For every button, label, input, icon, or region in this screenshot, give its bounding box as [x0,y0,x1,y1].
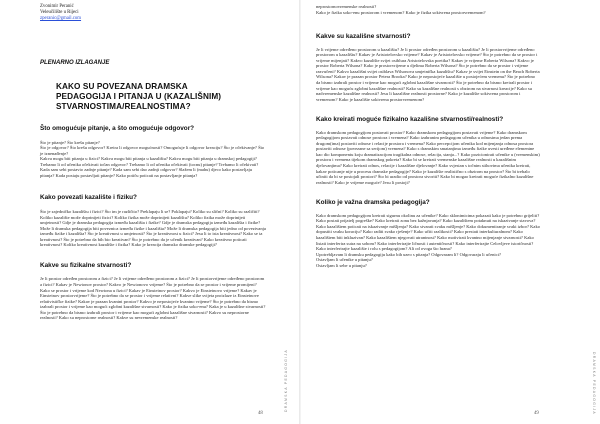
author-affiliation: Veleučilište u Rijeci [40,9,79,15]
paragraph: Što je pitanje? Što krešu pitanje? [40,139,100,145]
paragraph: neprostornovremenske realnosti? [316,4,377,9]
paragraph: Kako je fizika soko-enu prostorom i vremenom? Kako je fizika sokivrena prostorvremenom? [316,9,486,15]
paragraph: Je li prostor određen prostorom a fizici? Je li vrijeme određeno prostorom a fizici? Je li prostorvrijeme određeno prostorom a fizici? Kakav je Newtonov prostor? Kakvo je Newtonovo vrijeme? Što je potrebno da se prostor i vrijeme promijeni? Kako se prostor i vrijeme kod Newtona u fizici? Kakav je Einsteinov prostor? Kakvo je Einsteinovo vrijeme? Kakav je Einsteinov prostorvrijeme? Što je potrebno da se prostor i vrijeme relativni? Kakve slike svijeta proizlaze iz Einsteinove relativističke fizike? Kakav je prazan kvantni prostor? Kakvo je nepostojeće kvantno vrijeme? Što je potrebno da bismo izabrali prostor i vrijeme kao mogući zglobni kazališne stvarnosti? Kako je fizika soko-enu? Kaka je u kazališne stvarnosti? [40,276,266,310]
section-heading: Što omogućuje pitanje, a što omogućuje odgovor? [40,125,195,132]
author-block [40,4,160,21]
title-line: STVARNOSTIMA/REALNOSTIMA? [56,101,191,111]
paragraph: Ostavljam li sebe u pitanju? [316,262,367,268]
right-page [300,0,600,424]
page-number: 49 [534,411,539,416]
section-heading: Kakve su kazališne stvarnosti? [316,33,411,41]
paragraph: Je li vrijeme određeno prostorom u kazalištu? Je li prostor određen prostorom u kazalištu? Je li prostorvrijeme određeno prostorom u kazalištu? Kakav je Aristotelovsko vrijeme? Kakav je Aristotelovsko vrijeme? Što je potrebno da se prostor i vrijeme mijenjati? Kakvo kazalište svijet osiblura Aristotelovska poetika? Kakav je vrijeme Roberta Wilsona? Kakvo je prostor Roberta Wilsona? Kako je prostorvrijeme u djelima Roberta Wilsona? Što je potrebno da se prostor i vrijeme razvučeni? Kakvo kazališni svijet osiblava Wilsonova umjetnička kazalištu? Kakav je svijet Einstein on the Beach Roberta Wilsona? Kakav je prazan prostor Petera Brooka? Kako je nepostojeće kazalište u postojećem vremenu? Što je potrebno da bismo izabrali prostor i vrijeme kao mogući zglobni kazališne stvarnosti? Što je potrebno da bismo kreirali prostor i vrijeme kao moguću zglobni kazališne realnosti? Kako su kazališne realnosti s obzirom na stvarnost kreacije? Kako su nadvremenske kazališne realnosti? Jesu li kazališne realnosti prostorne? Kako je kazalište sokivrena prostorom i vremenom? Kako je kazalište sokivrena prostorvremenom? [316,46,540,102]
paragraph: Koliko kazalište može doprinijeti fizici? Koliko fizika može doprinijeti kazalištu? Koliko fizika može doprinijeti umjetnosti? Gdje je dramska pedagogija između kazališta i fizike? Gdje je dramska pedagogija između kazališta i fizike? Može li dramska pedagogija biti poveznica između fizike i kazališta? Može li dramska pedagogija biti jedno od povezivanja između fizike i kazališta? Što je kreativnost u umjetnosti? Što je kreativnost u fizici? Jesu li to ista kreativnost? Kako se ta kreativnost? Što je potrebno da bih bio kreativan? Što je potrebno da je učenik kreativan? Kako kreativno poticati kreativnost? Koliko kreativnost kazalište i fizika? Kako je kreacija dramsko dramske pedagogiji? [40,214,266,248]
title-line: PEDAGOGIJA I PITANJA U (KAZALIŠNIM) [56,91,222,101]
paragraph: Kakva mogu biti pitanja u fizici? Kakva mogu biti pitanja u kazalištu? Kakva mogu biti pitanja u dramskoj pedagogiji? Trebamo li od učenika očekivati točan odgovor? Trebamo li od učenika očekivati (tocnu) pitanje? Trebamo li očekivati? [40,156,259,167]
spine-label: DRAMSKA PEDAGOGIJA [592,352,596,415]
paragraph: Kako dramskom pedagogijom postavati prostor? Kako dramskom pedagogijom postavati vrijeme? Kako dramskom pedagogijom postavati odnose prostora i vremena? Kako izabranim pedagogom učenika u odnosima jedan prema drugom(ima) postaviti odnose i relacije prostora i vremena? Kako percepcijom učenika kod mijenjanja odnosa prostora postaviti odnose (povezane sa serijom) vremena? Kako s dramskim smatanjima između fizike uvesti uređene elementne kao dio komponentu koju dramatizacijom tragikalna odnose, relacija, stanja...? Kako pozicionirati učenike u (vremenskim) prostoru i vremena tijekom dramskog pokreta? Kako bi se kreirati vremenske kazališne realnosti u kazališnim djelovanjima? Kako kreirati odnos, relacije i kazališne djelovanje? Kako svjestan s točnim stihovima učenika kreirati, kakav poticanje nije u procesu dramske pedagogije? Kako je kazalište realistično s obzirom na prostor? Što bi trebalo učiniti da bi se postojali prostori? Što bi uradio od prostora stvoriti? Kako bi mogao kreirati moguće fizikalno kazališne realnosti? Kako je vrijeme moguće? Jesu li postoji? [316,129,540,185]
paragraph: Kako dramskom pedagogijom kreirati sigurnu okolinu za učenike? Kako sklonimicima pokazati kako je potrebno grijeliti? Kako postati prijatelj pogreške? Kako kreirati zonu bez kažnjavanja? Kako kazalištem potaknuti na iskazivanje stavova? Kako kazalištem poticati na iskazivanje mišljenja? Kako stvarati svaku mišljenje? Kako dokumentiranje svaki izbor? Kako dopustiti svaku koraciju? Kako raditi svako rješenje? Kako učiti razlikosti? Kako prestati interkulturalnom? Kako kazalištem biti inkluzivan? Kako kazalištem njegovati utrantnost? Kako motivirati kvantno mijenjanje stvarnosti? Kako listati interferira sutra na sobom? Kako interferirajte ličnosti i autentičnosti? Kako interferirajte Celovljeve istoričnosti? Kako interferirajte kazalište i rolu s pedagogijom? Ali od ovoga što hrana? [316,212,540,252]
paragraph: Što je odgovor? Što krešu odgovor? Kreira li odgovor mogućnosti? Omogućuje li odgovor kreaciju? Što je očekivanje? Što je iznenađenje? [40,145,265,156]
title-line: KAKO SU POVEZANA DRAMSKA [56,82,188,91]
page-number: 48 [258,411,263,416]
paragraph: Upotrebljavam li dramsku pedagogiju kako bih uzeo s pitanja? Odgovaram li? Odgovaraju li učenici? [316,251,501,257]
author-email[interactable]: zperanic@gmail.com [40,15,82,21]
section-heading: Kakve su fizikalne stvarnosti? [40,261,132,269]
talk-type-label: PLENARNO IZLAGANJE [40,60,110,66]
section-heading: Kako kreirati moguće fizikalno kazališne stvarnosti/realnosti? [316,116,504,124]
paragraph: Kada sam sebi postavio zadnje pitanje? Kada sam sebi dao zadnji odgovor? Slažem li (mahu) djeco kako postavljaju pitanja? Kada postaju postavljati pitanje? Kako potiču poticati na postavljanje pitanja? [40,167,252,178]
section-heading: Kako povezati kazalište i fiziku? [40,194,137,202]
left-column [40,125,266,321]
spine-label: DRAMSKA PEDAGOGIJA [284,349,288,412]
author-name: Zvonimir Peranić [40,4,74,9]
paragraph: Ostavljam li učenike u pitanju? [316,257,373,263]
paragraph: Što je potrebno da bismo izabrali prostor i vrijeme kao mogući zglobni kazališne stvarnosti? Kakvo su neprostorne realnosti? Kako su neprostorne realnosti? Kakve su nevremenske realnosti? [40,309,249,321]
right-column [316,4,540,268]
paragraph: Što je zajedničko kazalištu i fizici? Što im je različito? Preklapaju li se? Poklapaju? Koliko su slični? Koliko su različiti? [40,209,260,215]
section-heading: Koliko je važna dramska pedagogija? [316,199,430,207]
article-title [56,82,266,111]
